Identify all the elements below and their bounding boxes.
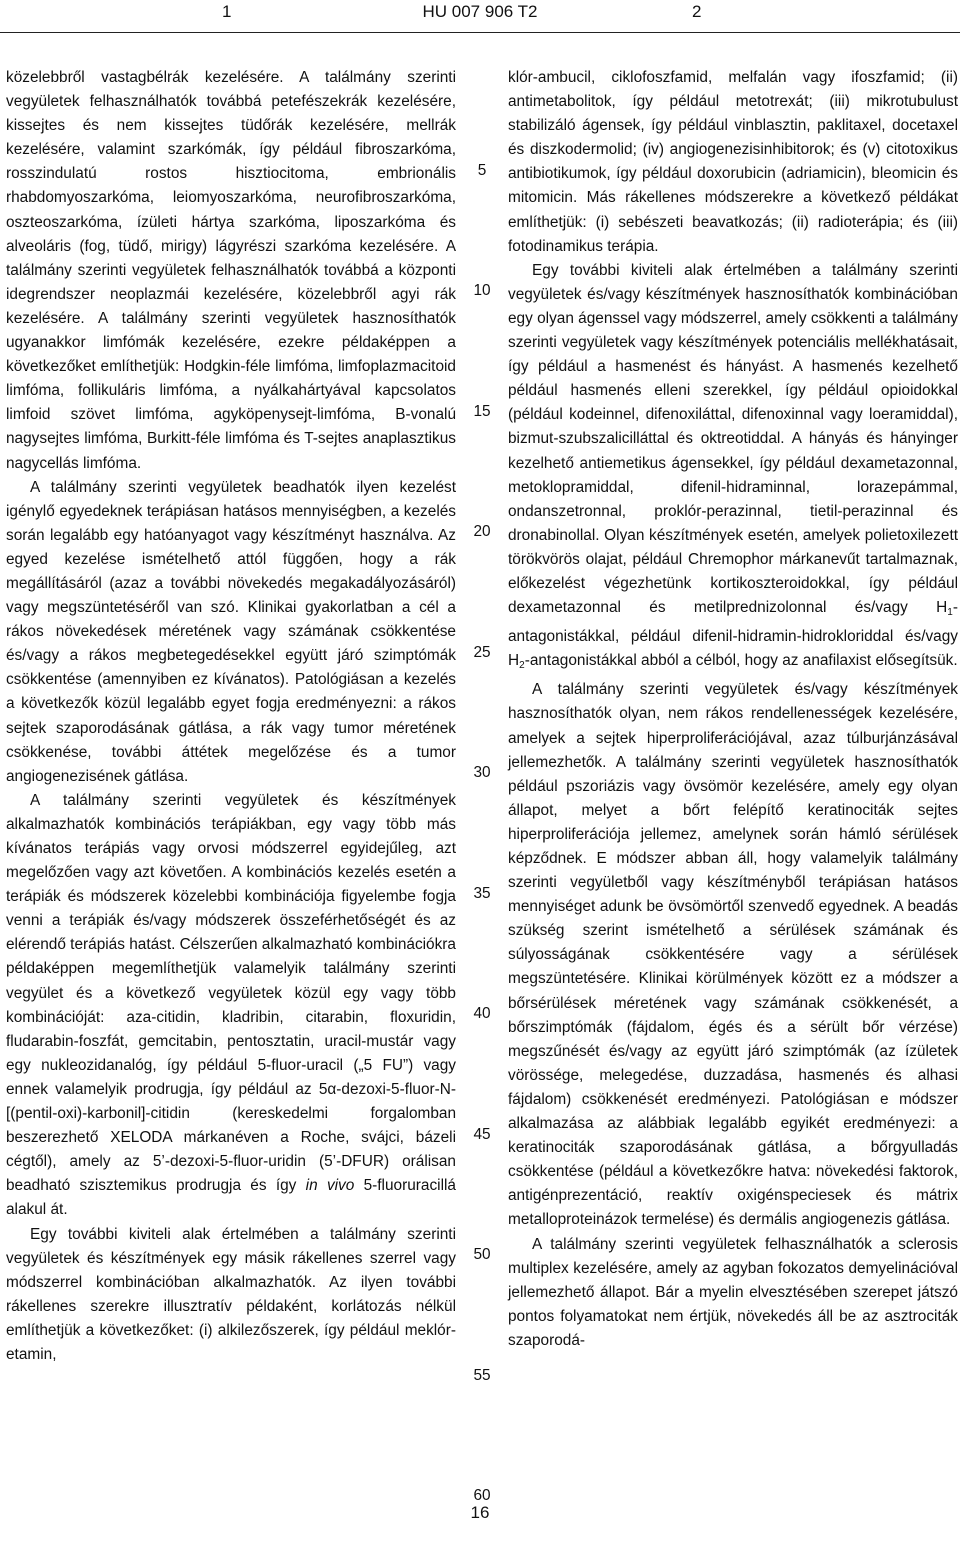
line-number: 15 <box>473 403 491 420</box>
right-paragraph-3: A találmány szerinti vegyületek és/vagy készítmények hasznosíthatók olyan, nem rákos rendellenességek kezelésére, amelyek a sejtek hiperproliferációjával, azaz túlburjánzásával jellemezhetők. A találmány szerinti vegyületek hasznosíthatók például pszoriázis vagy övsömör kezelésére, amely egy olyan állapot, melyet a bőrt felépítő keratinociták sejtes hiperproliferációja jellemez, amelynek során hámló sérülések képződnek. E módszer abban áll, hogy valamelyik találmány szerinti vegyületből vagy készítményből terápiásan hatásos mennyiséget adunk be övsömörtől szenvedő egyednek. A beadás szükség szerint ismételhető a sérülések számának és súlyosságának csökkentésére vagy a sérülések megszüntetésére. Klinikai körülmények között ez a módszer a bőrsérülések méretének vagy számának csökkenését, a bőrszimptómák (fájdalom, égés és a sérült bőr vérzése) megszűnését és/vagy az együtt járó szimptómák (az ízületek vörössége, melegedése, duzzadása, hasmenés és alhasi fájdalom) csökkenését eredményezi. Patológiásan e módszer alkalmazása az alábbiak legalább egyikét eredményezi: a keratinociták szaporodásának gátlása, a bőrgyulladás csökkentése (például a következőkre hatva: növekedési faktorok, antigénprezentáció, reaktív oxigénspeciesek és mátrix metalloproteinázok termelése) és dermális angiogenezis gátlása. <box>508 681 958 1229</box>
subscript-2: 2 <box>519 660 525 672</box>
line-number: 50 <box>473 1246 491 1263</box>
line-number: 45 <box>473 1126 491 1143</box>
line-number: 10 <box>473 282 491 299</box>
in-vivo-term: in vivo <box>305 1177 355 1195</box>
line-number: 25 <box>473 644 491 661</box>
right-paragraph-1: klór-ambucil, ciklofoszfamid, melfalán vagy ifoszfamid; (ii) antimetabolitok, így például metotrexát; (iii) mikrotubulust stabilizáló ágensek, így például vinblasztin, paklitaxel, docetaxel és diszkodermolid; (iv) angiogenezisinhibitorok; és (v) citotoxikus antibiotikumok, így például doxorubicin (adriamicin), bleomicin és mitomicin. Más rákellenes módszerekre a következő példákat említhetjük: (i) sebészeti beavatkozás; (ii) radioterápia; és (iii) fotodinamikus terápia. <box>508 69 958 255</box>
left-column <box>6 66 456 1367</box>
line-number: 35 <box>473 885 491 902</box>
left-paragraph-4: Egy további kiviteli alak értelmében a találmány szerinti vegyületek és készítmények egy másik rákellenes szerrel vagy módszerrel kombinációban alkalmazhatók. Az ilyen további rákellenes szerekre illusztratív példaként, korlátozás nélkül említhetjük a következőket: (i) alkilezőszerek, így például meklór-etamin, <box>6 1225 456 1363</box>
line-number: 55 <box>473 1367 491 1384</box>
left-paragraph-3 <box>6 789 456 1223</box>
right-paragraph-4: A találmány szerinti vegyületek felhasználhatók a sclerosis multiplex kezelésére, amely az agyban fokozatos demyelinációval jellemezhető állapot. Bár a myelin elvesztésében szerepet játszó pontos folyamatokat nem értjük, növekedés áll be az asztrociták szaporodá- <box>508 1235 958 1349</box>
right-paragraph-2-text-b: -antagonistákkal, például difenil-hidramin-hidrokloriddal és/vagy H <box>508 599 958 670</box>
line-number: 20 <box>473 523 491 540</box>
document-id: HU 007 906 T2 <box>422 2 538 21</box>
right-column <box>508 66 958 1353</box>
right-paragraph-2-text-c: -antagonistákkal abból a célból, hogy az anafilaxist elősegítsük. <box>524 652 958 670</box>
left-paragraph-3-text-a: A találmány szerinti vegyületek és készítmények alkalmazhatók kombinációs terápiákban, egy vagy több más kívánatos terápiás vagy orvosi módszerrel egyidejűleg, azt megelőzően vagy azt követően. A kombinációs kezelés esetén a terápiák és módszerek közelebbi kombinációja figyelembe fogja venni a terápiák és/vagy módszerek összeférhetőségét és az elérendő terápiás hatást. Célszerűen alkalmazható kombinációkra példaképpen megemlíthetjük valamelyik találmány szerinti vegyület és a következő vegyületek közül egy vagy több kombinációját: aza-citidin, kladribin, citarabin, floxuridin, fludarabin-foszfát, gemcitabin, pentosztatin, uracil-mustár vagy egy nukleozidanalóg, így például 5-fluor-uracil („5 FU”) vagy ennek valamelyik prodrugja, így például az 5α-dezoxi-5-fluor-N-[(pentil-oxi)-karbonil]-citidin (kereskedelmi forgalomban beszerezhető XELODA márkanéven a Roche, svájci, bázeli cégtől), amely az 5’-dezoxi-5-fluor-uridin (5’-DFUR) orálisan beadható szisztemikus prodrugja és így <box>6 791 456 1195</box>
subscript-1: 1 <box>947 607 953 619</box>
left-paragraph-1: közelebbről vastagbélrák kezelésére. A találmány szerinti vegyületek felhasználhatók továbbá petefészekrák kezelésére, kissejtes és nem kissejtes tüdőrák kezelésére, mellrák kezelésére, valamint szarkómák, így például fibroszarkóma, rosszindulatú rostos hisztiocitoma, embrionális rhabdomyoszarkóma, leiomyoszarkóma, neurofibroszarkóma, oszteoszarkóma, ízületi hártya szarkóma, liposzarkóma és alveoláris (fog, tüdő, mirigy) lágyrészi szarkóma kezelésére. A találmány szerinti vegyületek felhasználhatók továbbá a központi idegrendszer neoplazmái kezelésére, közelebbről agyi rák kezelésére. A találmány szerinti vegyületek hasznosíthatók ugyanakkor limfómák kezelésére, ezekre példaképpen a következőket említhetjük: Hodgkin-féle limfóma, limfoplazmacitoid limfóma, follikuláris limfóma, a nyálkahártyával kapcsolatos limfoid szövet limfóma, agyköpenysejt-limfóma, B-vonalú nagysejtes limfóma, Burkitt-féle limfóma és T-sejtes anaplasztikus nagycellás limfóma. <box>6 69 456 472</box>
line-number: 5 <box>477 162 487 179</box>
header-rule <box>0 32 960 33</box>
right-paragraph-2-text-a: Egy további kiviteli alak értelmében a találmány szerinti vegyületek és/vagy készítmények hasznosíthatók kombinációban egy olyan ágenssel vagy módszerrel, amely csökkenti a találmány szerinti vegyületek vagy készítmények potenciális mellékhatásait, így például a hasmenést és hányást. A hasmenés kezelhető például hasmenés elleni szerekkel, így például opioidokkal (például kodeinnel, difenoxiláttal, difenoxinnal vagy loeramiddal), bizmut-szubszalicilláttal és oktreotiddal. A hányás és hányinger kezelhető antiemetikus ágensekkel, így például dexametazonnal, metoklopramiddal, difenil-hidraminnal, lorazepámmal, ondanszetronnal, proklór-perazinnal, tietil-perazinnal és dronabinollal. Olyan készítmények esetén, amelyek polietoxilezett törökvörös olajat, például Chremophor márkanevűt tartalmaznak, előkezelést végezhetünk kortikoszteroidokkal, így például dexametazonnal és metilprednizolonnal és/vagy H <box>508 261 958 617</box>
left-page-number: 1 <box>222 2 232 21</box>
line-number: 40 <box>473 1005 491 1022</box>
right-paragraph-2 <box>508 259 958 679</box>
footer-page-number: 16 <box>470 1503 490 1522</box>
line-number: 30 <box>473 764 491 781</box>
left-paragraph-2: A találmány szerinti vegyületek beadhatók ilyen kezelést igénylő egyedeknek terápiásan hatásos mennyiségben, a kezelés során legalább egy hatóanyagot vagy készítményt használva. Az egyed kezelése ismételhető attól függően, hogy a rák megállításáról (azaz a további növekedés megakadályozásáról) vagy megszüntetéséről van szó. Klinikai gyakorlatban a cél a rákos növekedések méretének vagy számának csökkentése és/vagy a rákos megbetegedésekkel együtt járó szimptómák csökkentése (amennyiben ez kívánatos). Patológiásan a kezelés a következők közül legalább egyet fogja eredményezni: a rákos sejtek szaporodásának gátlása, a rák vagy tumor méretének csökkenése, további áttétek megelőzése és a tumor angiogenezisének gátlása. <box>6 478 456 785</box>
line-number: 60 <box>473 1487 491 1504</box>
left-paragraph-3-text-b: 5-fluoruracillá alakul át. <box>6 1177 456 1219</box>
right-page-number: 2 <box>692 2 702 21</box>
